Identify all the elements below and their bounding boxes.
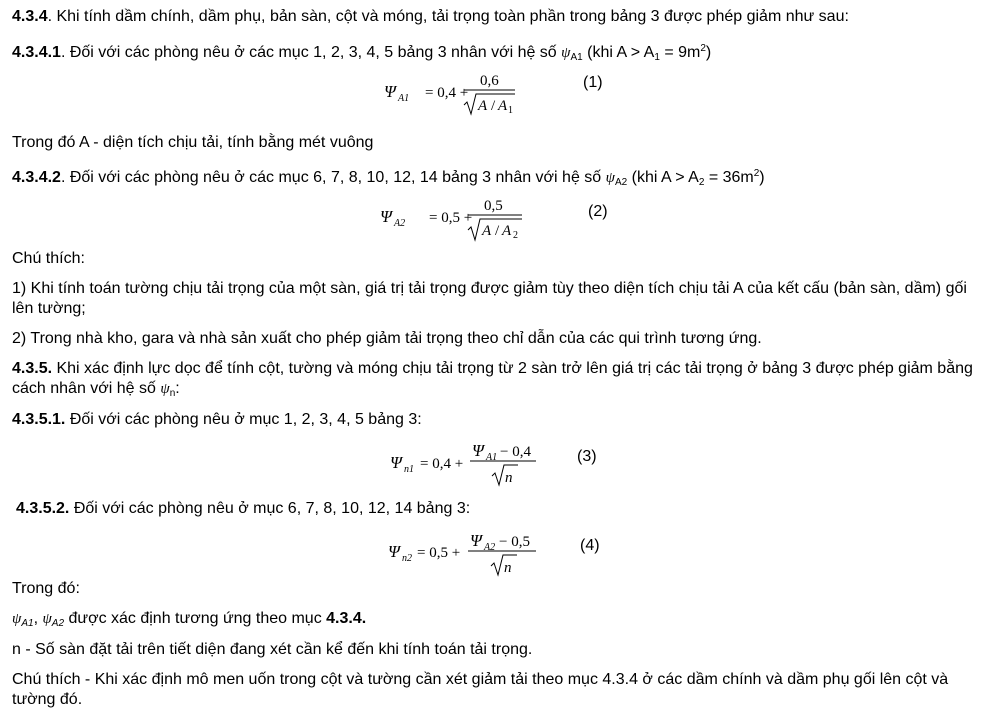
equation-number: (4) bbox=[580, 537, 600, 554]
condition-subscript: 2 bbox=[698, 177, 705, 188]
eq-lhs-subscript: A1 bbox=[398, 93, 410, 104]
eq-lhs-subscript: n1 bbox=[404, 464, 414, 475]
section-number: 4.3.5.1. bbox=[12, 411, 66, 428]
section-text: . Đối với các phòng nêu ở các mục 6, 7, 8, 10, 12, 14 bảng 3 nhân với hệ số bbox=[60, 169, 606, 186]
eq-radicand-slash: / bbox=[495, 223, 500, 239]
eq-numerator: 0,5 bbox=[484, 198, 503, 214]
section-text: . Khi tính dầm chính, dầm phụ, bản sàn, cột và móng, tải trọng toàn phần trong bảng 3 được phép giảm như sau: bbox=[47, 8, 849, 25]
eq-radicand: n bbox=[504, 560, 512, 576]
eq-lhs-subscript: n2 bbox=[402, 553, 412, 564]
condition-text: = 36m bbox=[704, 169, 754, 186]
section-number: 4.3.4 bbox=[12, 8, 48, 25]
eq-radicand: n bbox=[505, 470, 513, 486]
section-4-3-4-1 bbox=[12, 39, 711, 67]
eq-numerator-symbol: Ψ bbox=[470, 531, 482, 550]
where-psi-text: được xác định tương ứng theo mục bbox=[64, 610, 327, 627]
section-text: Khi xác định lực dọc để tính cột, tường và móng chịu tải trọng từ 2 sàn trở lên giá trị các tải trọng ở bảng 3 được phép giảm bằng cách nhân với hệ số bbox=[12, 360, 973, 397]
eq-radicand: A bbox=[482, 223, 492, 239]
psi-subscript: A2 bbox=[614, 177, 628, 188]
where-area: Trong đó A - diện tích chịu tải, tính bằng mét vuông bbox=[12, 134, 374, 151]
final-note: Chú thích - Khi xác định mô men uốn trong cột và tường cần xét giảm tải theo mục 4.3.4 ở các dầm chính và dầm phụ gối lên cột và tường đó. bbox=[12, 671, 949, 708]
equation-number: (2) bbox=[588, 203, 608, 220]
note-1: 1) Khi tính toán tường chịu tải trọng của một sàn, giá trị tải trọng được giảm tùy theo diện tích chịu tải A của kết cấu (bản sàn, dầm) gối lên tường; bbox=[12, 280, 967, 317]
condition-text: = 9m bbox=[659, 44, 701, 61]
eq-numerator: 0,6 bbox=[480, 73, 499, 89]
eq-radicand-slash: / bbox=[491, 98, 496, 114]
eq-numerator-rest: − 0,4 bbox=[500, 444, 531, 460]
equation-3 bbox=[386, 438, 546, 490]
eq-constant: = 0,5 + bbox=[417, 545, 461, 561]
section-number: 4.3.4.2 bbox=[12, 169, 61, 186]
psi-subscript: A1 bbox=[570, 52, 583, 63]
section-4-3-5-1 bbox=[12, 410, 422, 429]
equation-4 bbox=[384, 527, 549, 581]
n-definition: n - Số sàn đặt tải trên tiết diện đang xét cần kể đến khi tính toán tải trọng. bbox=[12, 641, 533, 658]
psi-subscript: n bbox=[169, 388, 176, 399]
psi-symbol: ψ bbox=[42, 611, 52, 627]
psi-symbol: ψ bbox=[605, 170, 615, 186]
section-text: Đối với các phòng nêu ở mục 6, 7, 8, 10, 12, 14 bảng 3: bbox=[69, 500, 471, 517]
eq-numerator-symbol: Ψ bbox=[472, 441, 484, 460]
psi-symbol: ψ bbox=[12, 611, 22, 627]
where-label: Trong đó: bbox=[12, 580, 80, 597]
condition-text: (khi A > A bbox=[582, 44, 655, 61]
section-text: . Đối với các phòng nêu ở các mục 1, 2, 3, 4, 5 bảng 3 nhân với hệ số bbox=[60, 44, 562, 61]
where-psi bbox=[12, 609, 366, 633]
eq-lhs-subscript: A2 bbox=[394, 218, 406, 229]
condition-text: (khi A > A bbox=[627, 169, 699, 186]
eq-lhs-symbol: Ψ bbox=[390, 453, 402, 472]
section-number: 4.3.5. bbox=[12, 360, 53, 377]
psi-symbol: ψ bbox=[561, 45, 571, 61]
condition-text: ) bbox=[705, 44, 712, 61]
section-text: Đối với các phòng nêu ở mục 1, 2, 3, 4, 5 bảng 3: bbox=[65, 411, 422, 428]
condition-subscript: 1 bbox=[654, 52, 660, 63]
eq-numerator-rest: − 0,5 bbox=[499, 534, 530, 550]
eq-lhs-symbol: Ψ bbox=[380, 207, 392, 226]
eq-radicand: A bbox=[478, 98, 488, 114]
psi-subscript: A1 bbox=[21, 618, 34, 629]
eq-radicand: A bbox=[498, 98, 508, 114]
equation-2 bbox=[376, 193, 531, 247]
equation-1 bbox=[380, 68, 530, 120]
section-reference: 4.3.4. bbox=[326, 610, 367, 627]
condition-superscript: 2 bbox=[700, 43, 706, 54]
eq-numerator-subscript: A1 bbox=[486, 452, 498, 463]
eq-radicand: A bbox=[502, 223, 512, 239]
section-number: 4.3.5.2. bbox=[16, 500, 70, 517]
psi-symbol: ψ bbox=[160, 381, 170, 397]
section-4-3-5-2 bbox=[16, 499, 470, 518]
eq-constant: = 0,4 + bbox=[420, 456, 464, 472]
equation-number: (1) bbox=[583, 74, 603, 91]
condition-text: ) bbox=[759, 169, 765, 186]
section-text: : bbox=[175, 380, 180, 397]
eq-lhs-symbol: Ψ bbox=[388, 542, 400, 561]
eq-constant: = 0,4 + bbox=[425, 85, 469, 101]
eq-numerator-subscript: A2 bbox=[484, 542, 496, 553]
psi-subscript: A2 bbox=[51, 618, 65, 629]
eq-radicand-subscript: 2 bbox=[513, 230, 518, 241]
note-label: Chú thích: bbox=[12, 250, 85, 267]
equation-number: (3) bbox=[577, 448, 597, 465]
section-4-3-5 bbox=[12, 359, 984, 404]
eq-constant: = 0,5 + bbox=[429, 210, 473, 226]
condition-superscript: 2 bbox=[753, 168, 760, 179]
eq-radicand-subscript: 1 bbox=[508, 105, 513, 116]
section-number: 4.3.4.1 bbox=[12, 44, 61, 61]
note-2: 2) Trong nhà kho, gara và nhà sản xuất cho phép giảm tải trọng theo chỉ dẫn của các qui trình tương ứng. bbox=[12, 330, 762, 347]
separator: , bbox=[33, 610, 43, 627]
section-4-3-4 bbox=[12, 7, 849, 26]
section-4-3-4-2 bbox=[12, 164, 765, 192]
eq-lhs-symbol: Ψ bbox=[384, 82, 396, 101]
